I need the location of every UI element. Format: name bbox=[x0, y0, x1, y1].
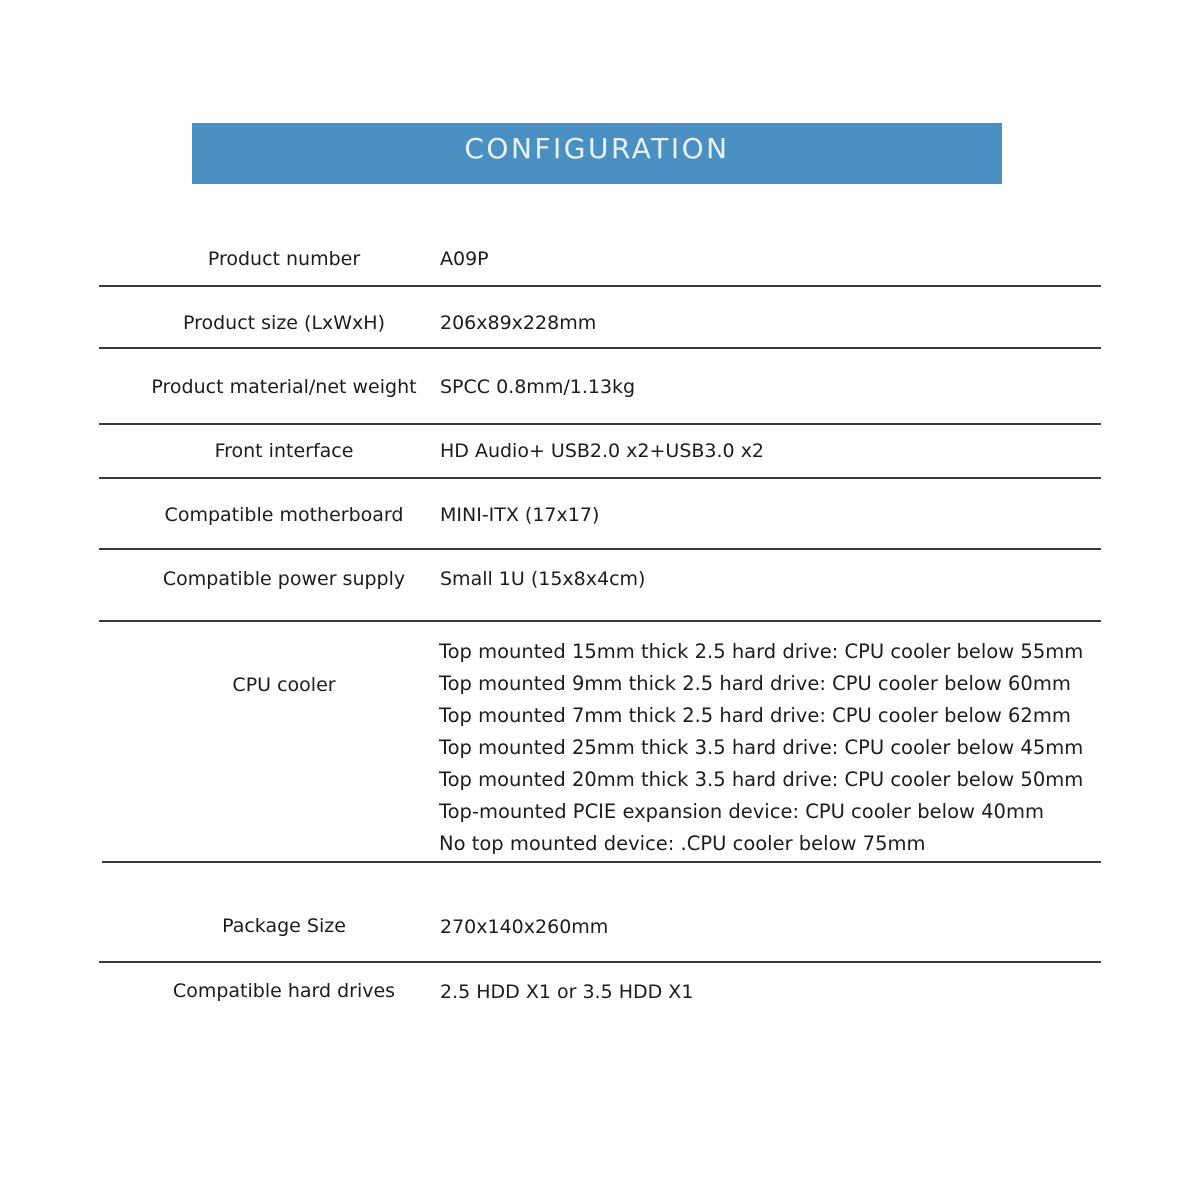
motherboard-label: Compatible motherboard bbox=[164, 504, 404, 526]
material-weight-label: Product material/net weight bbox=[151, 376, 417, 398]
material-weight-value: SPCC 0.8mm/1.13kg bbox=[440, 376, 636, 398]
cpu-cooler-line: No top mounted device: .CPU cooler below 75mm bbox=[439, 832, 926, 855]
power-supply-value: Small 1U (15x8x4cm) bbox=[440, 568, 646, 590]
page-title: CONFIGURATION bbox=[464, 132, 730, 165]
cpu-cooler-line: Top mounted 7mm thick 2.5 hard drive: CPU cooler below 62mm bbox=[439, 704, 1071, 727]
product-number-value: A09P bbox=[440, 248, 489, 270]
row-divider bbox=[99, 961, 1101, 963]
row-divider bbox=[99, 423, 1101, 425]
row-divider bbox=[99, 477, 1101, 479]
hard-drives-value: 2.5 HDD X1 or 3.5 HDD X1 bbox=[440, 981, 694, 1003]
package-size-label: Package Size bbox=[222, 915, 346, 937]
cpu-cooler-line: Top mounted 20mm thick 3.5 hard drive: CPU cooler below 50mm bbox=[439, 768, 1084, 791]
cpu-cooler-line: Top mounted 25mm thick 3.5 hard drive: CPU cooler below 45mm bbox=[439, 736, 1084, 759]
hard-drives-label: Compatible hard drives bbox=[172, 980, 396, 1002]
cpu-cooler-line: Top mounted 15mm thick 2.5 hard drive: CPU cooler below 55mm bbox=[439, 640, 1084, 663]
product-number-label: Product number bbox=[207, 248, 361, 270]
motherboard-value: MINI-ITX (17x17) bbox=[440, 504, 600, 526]
power-supply-label: Compatible power supply bbox=[162, 568, 406, 590]
row-divider bbox=[99, 347, 1101, 349]
row-divider bbox=[102, 861, 1101, 863]
front-interface-label: Front interface bbox=[214, 440, 354, 462]
cpu-cooler-label: CPU cooler bbox=[232, 674, 336, 696]
cpu-cooler-line: Top-mounted PCIE expansion device: CPU cooler below 40mm bbox=[439, 800, 1044, 823]
product-size-label: Product size (LxWxH) bbox=[182, 312, 386, 334]
package-size-value: 270x140x260mm bbox=[440, 916, 609, 938]
row-divider bbox=[99, 285, 1101, 287]
front-interface-value: HD Audio+ USB2.0 x2+USB3.0 x2 bbox=[440, 440, 765, 462]
cpu-cooler-line: Top mounted 9mm thick 2.5 hard drive: CPU cooler below 60mm bbox=[439, 672, 1071, 695]
product-size-value: 206x89x228mm bbox=[440, 312, 597, 334]
cpu-cooler-values bbox=[439, 636, 1083, 860]
row-divider bbox=[99, 548, 1101, 550]
row-divider bbox=[99, 620, 1101, 622]
